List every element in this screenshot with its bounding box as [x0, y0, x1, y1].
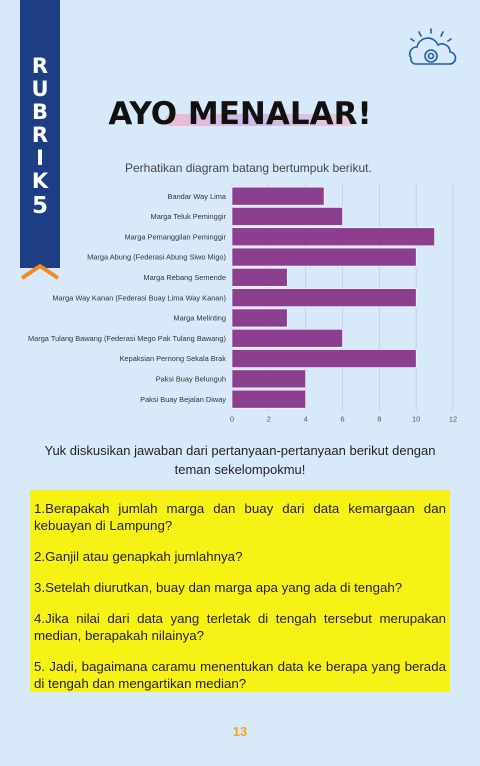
bar — [232, 268, 287, 286]
category-label: Marga Abung (Federasi Abung Siwo Migo) — [87, 252, 226, 262]
rubrik-letter: R — [31, 54, 49, 78]
questions-box — [30, 490, 450, 692]
bar — [232, 207, 343, 225]
category-label: Paksi Buay Bejalan Diway — [140, 394, 226, 404]
category-label: Marga Rebang Semende — [143, 272, 226, 282]
category-label: Kepaksian Pernong Sekala Brak — [119, 354, 226, 364]
bar — [232, 309, 287, 327]
question-item: 3.Setelah diurutkan, buay dan marga apa yang ada di tengah? — [34, 580, 403, 595]
x-tick-label: 0 — [229, 414, 235, 424]
category-label: Paksi Buay Belunguh — [155, 374, 226, 384]
bar — [232, 289, 416, 307]
question-item: 5. Jadi, bagaimana caramu menentukan data ke berapa yang berada di tengah dan mengartikan median? — [34, 659, 446, 691]
rubrik-number: 5 — [31, 193, 48, 219]
category-label: Marga Teluk Peminggir — [150, 212, 226, 222]
rubrik-letter: K — [31, 169, 49, 193]
bar — [232, 390, 306, 408]
x-tick-label: 8 — [377, 414, 382, 424]
category-label: Marga Tulang Bawang (Federasi Mego Pak Tulang Bawang) — [27, 333, 226, 343]
title-area — [0, 88, 480, 138]
category-label: Marga Pemanggilan Peminggir — [124, 232, 226, 242]
rubrik-letter: U — [31, 77, 49, 101]
x-tick-label: 2 — [266, 414, 271, 424]
x-tick-label: 6 — [340, 414, 345, 424]
x-tick-label: 12 — [448, 414, 458, 424]
page-title: AYO MENALAR! — [108, 96, 372, 132]
question-item: 1.Berapakah jumlah marga dan buay dari data kemargaan dan kebuayan di Lampung? — [34, 501, 446, 533]
question-item: 4.Jika nilai dari data yang terletak di tengah tersebut merupakan median, berapakah nilainya? — [34, 611, 446, 643]
bar — [232, 187, 324, 205]
discussion-prompt: Yuk diskusikan jawaban dari pertanyaan-pertanyaan berikut dengan teman sekelompokmu! — [44, 443, 436, 477]
x-tick-label: 4 — [303, 414, 308, 424]
category-label: Bandar Way Lima — [167, 191, 226, 201]
bar — [232, 329, 343, 347]
category-label: Marga Way Kanan (Federasi Buay Lima Way Kanan) — [52, 293, 226, 303]
rubrik-letter: R — [31, 123, 49, 147]
bar — [232, 228, 435, 246]
rubrik-letter: I — [36, 146, 44, 170]
category-label: Marga Melinting — [173, 313, 226, 323]
page-number: 13 — [232, 724, 248, 739]
rubrik-letter: B — [31, 100, 48, 124]
x-tick-label: 10 — [411, 414, 421, 424]
chart-intro-text: Perhatikan diagram batang bertumpuk berikut. — [125, 161, 372, 175]
bar — [232, 248, 416, 266]
question-item: 2.Ganjil atau genapkah jumlahnya? — [34, 549, 243, 564]
bar — [232, 350, 416, 368]
bar-chart — [0, 180, 480, 425]
cloud-gear-icon — [405, 28, 457, 70]
bar — [232, 370, 306, 388]
